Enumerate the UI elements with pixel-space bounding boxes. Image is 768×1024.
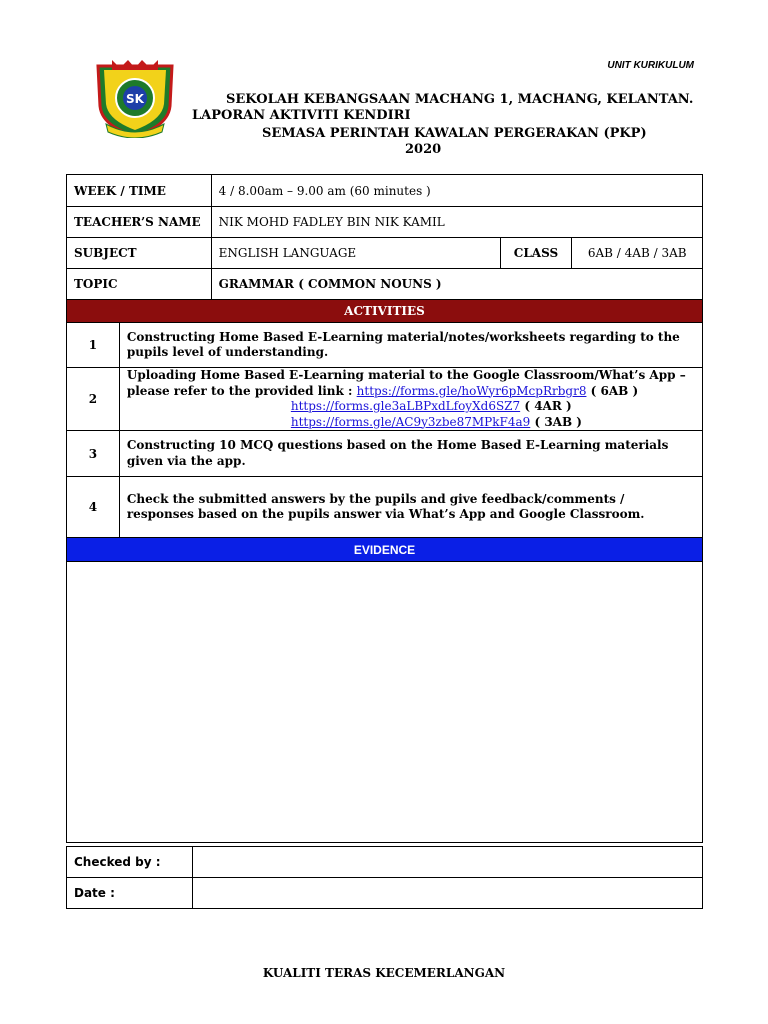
evidence-area <box>67 562 703 843</box>
report-title: LAPORAN AKTIVITI KENDIRI <box>192 108 411 123</box>
class-value: 6AB / 4AB / 3AB <box>572 238 703 269</box>
evidence-header: EVIDENCE <box>67 538 703 562</box>
activity-text: Check the submitted answers by the pupils and give feedback/comments / responses based on the pupils answer via What’s App and Google Classroom. <box>119 477 702 538</box>
link-class: ( 3AB ) <box>534 414 582 429</box>
week-value: 4 / 8.00am – 9.00 am (60 minutes ) <box>211 175 702 207</box>
activity-number: 4 <box>67 477 120 538</box>
link-line <box>127 415 695 431</box>
svg-text:SK: SK <box>126 92 144 106</box>
week-label: WEEK / TIME <box>67 175 212 207</box>
topic-value: GRAMMAR ( COMMON NOUNS ) <box>211 269 702 300</box>
period-title: SEMASA PERINTAH KAWALAN PERGERAKAN (PKP) <box>262 126 647 141</box>
unit-label: UNIT KURIKULUM <box>607 60 694 71</box>
link-class: ( 6AB ) <box>590 383 639 398</box>
signoff-table <box>66 846 703 909</box>
link-class: ( 4AR ) <box>524 399 572 413</box>
activity-number: 1 <box>67 323 120 368</box>
date-label: Date : <box>67 878 193 909</box>
form-link-6ab[interactable]: https://forms.gle/hoWyr6pMcpRrbgr8 <box>356 383 587 398</box>
activity-number: 3 <box>67 431 120 477</box>
year: 2020 <box>405 142 442 157</box>
school-crest-logo <box>92 56 178 138</box>
activity-report-table <box>66 174 703 843</box>
activity-text: Uploading Home Based E-Learning material to the Google Classroom/What’s App – please refer to the provided link : <box>126 368 686 398</box>
class-label: CLASS <box>500 238 572 269</box>
school-name: SEKOLAH KEBANGSAAN MACHANG 1, MACHANG, KELANTAN. <box>226 92 694 107</box>
subject-value: ENGLISH LANGUAGE <box>211 238 500 269</box>
activity-text: Constructing 10 MCQ questions based on the Home Based E-Learning materials given via the app. <box>119 431 702 477</box>
date-field[interactable] <box>192 878 702 909</box>
footer-motto: KUALITI TERAS KECEMERLANGAN <box>262 966 506 980</box>
topic-label: TOPIC <box>67 269 212 300</box>
activities-header: ACTIVITIES <box>67 300 703 323</box>
checked-by-label: Checked by : <box>67 847 193 878</box>
activity-number: 2 <box>67 368 120 431</box>
checked-by-field[interactable] <box>192 847 702 878</box>
form-link-3ab[interactable]: https://forms.gle/AC9y3zbe87MPkF4a9 <box>290 414 531 429</box>
form-link-4ar[interactable]: https://forms.gle3aLBPxdLfoyXd6SZ7 <box>290 399 521 413</box>
activity-text: Constructing Home Based E-Learning material/notes/worksheets regarding to the pupils level of understanding. <box>119 323 702 368</box>
link-line <box>127 399 695 415</box>
subject-label: SUBJECT <box>67 238 212 269</box>
teacher-label: TEACHER’S NAME <box>67 207 212 238</box>
teacher-value: NIK MOHD FADLEY BIN NIK KAMIL <box>211 207 702 238</box>
activity-text-with-links <box>119 368 702 431</box>
